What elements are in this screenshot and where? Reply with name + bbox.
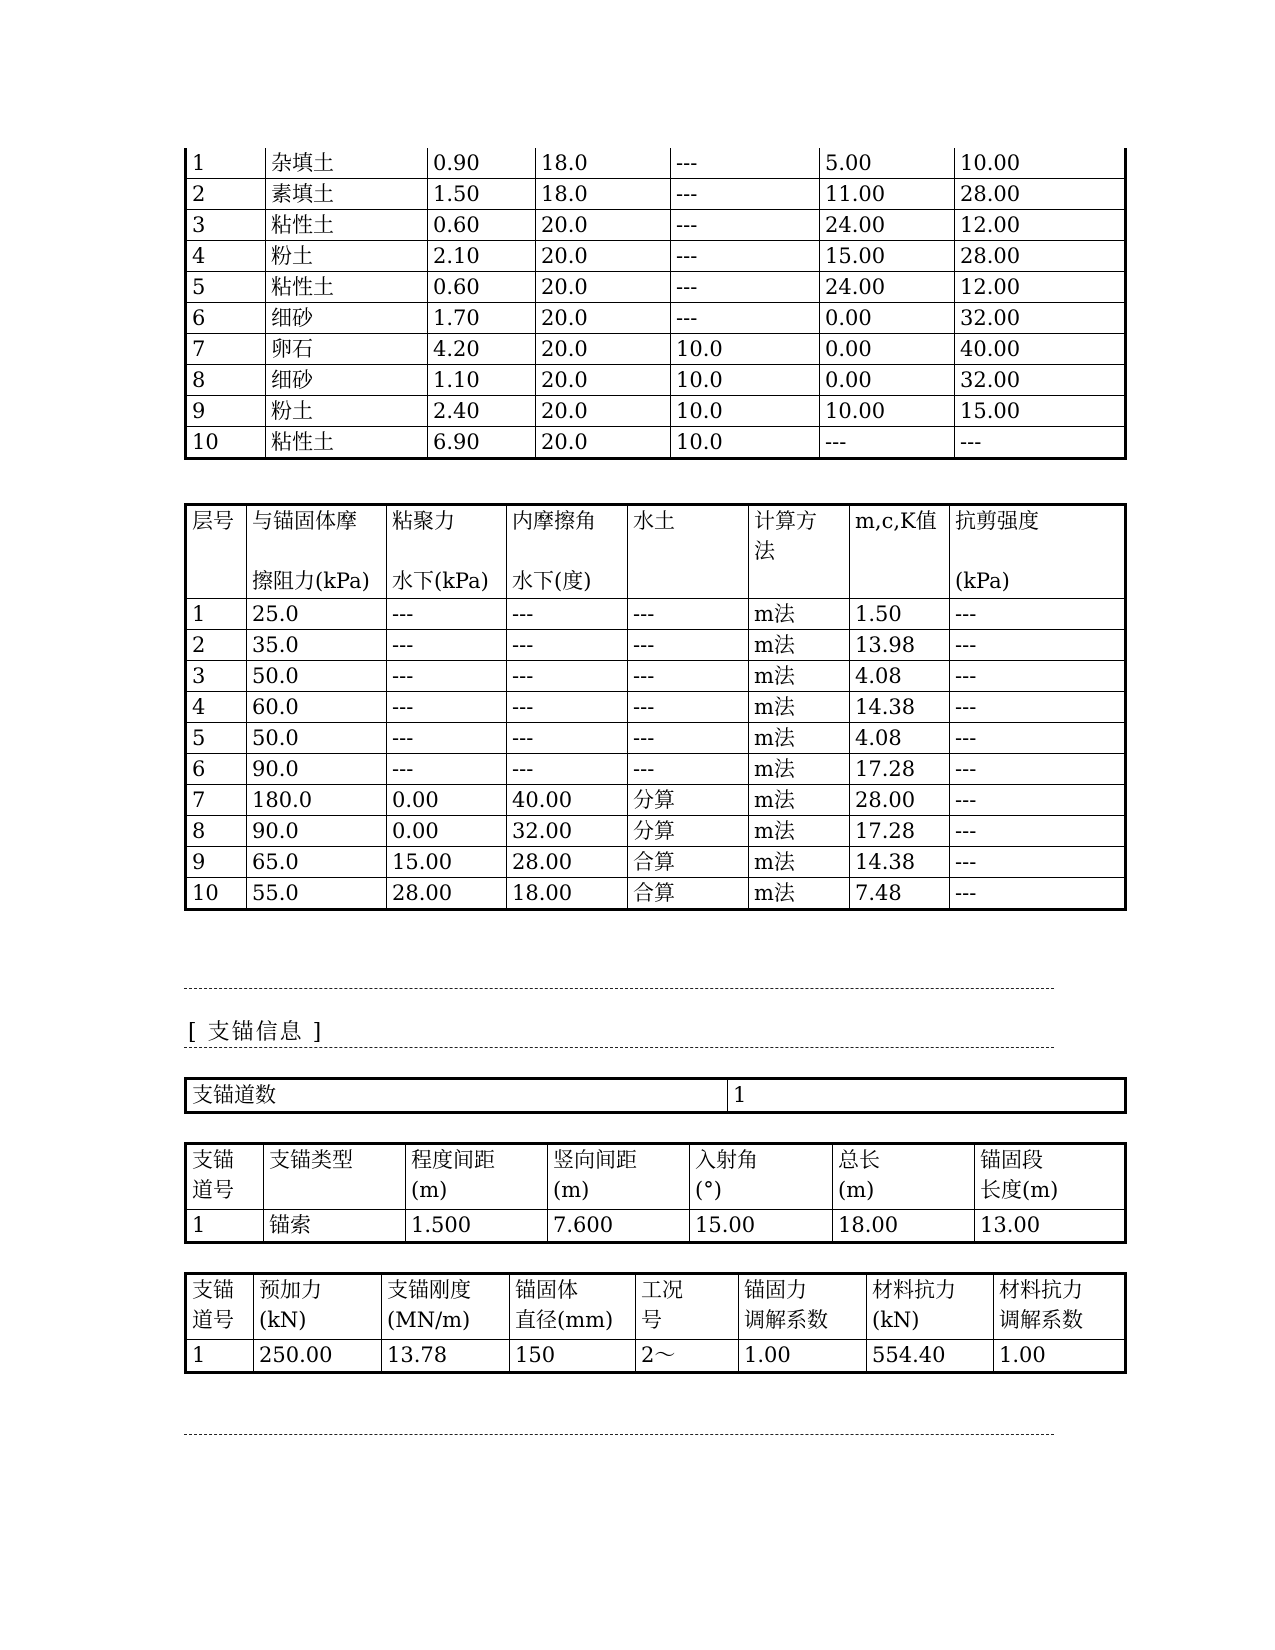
table-cell: 11.00 xyxy=(820,179,955,210)
table-cell: 20.0 xyxy=(536,272,671,303)
table-cell: --- xyxy=(507,599,628,630)
table-cell: m法 xyxy=(749,754,850,785)
header-line xyxy=(855,566,944,596)
table-cell: m法 xyxy=(749,847,850,878)
table-cell: 1.00 xyxy=(739,1340,867,1373)
table-cell: 55.0 xyxy=(247,878,387,910)
table-cell: 14.38 xyxy=(850,692,950,723)
table-cell: 粘性土 xyxy=(266,210,428,241)
table-cell: --- xyxy=(387,599,507,630)
table-cell: 粉土 xyxy=(266,241,428,272)
table-cell: 180.0 xyxy=(247,785,387,816)
table-cell: 卵石 xyxy=(266,334,428,365)
table-row xyxy=(186,334,1126,365)
table-cell: 20.0 xyxy=(536,210,671,241)
table-cell: 1 xyxy=(186,1210,264,1243)
dashed-divider xyxy=(184,988,1054,989)
header-line: 竖向间距 xyxy=(553,1148,637,1172)
header-cell xyxy=(254,1274,382,1340)
table-cell: --- xyxy=(820,427,955,459)
table-cell: 17.28 xyxy=(850,754,950,785)
table-cell: --- xyxy=(628,599,749,630)
table-cell: 0.00 xyxy=(820,334,955,365)
table-cell: 10.00 xyxy=(955,148,1126,179)
table-cell: 65.0 xyxy=(247,847,387,878)
table-cell: --- xyxy=(950,847,1126,878)
table-cell: 2 xyxy=(186,179,266,210)
header-line xyxy=(754,566,844,596)
table-cell: 10.0 xyxy=(671,365,820,396)
table-cell: 40.00 xyxy=(507,785,628,816)
table-cell: --- xyxy=(950,785,1126,816)
table-cell: 3 xyxy=(186,661,247,692)
table-cell: 7.48 xyxy=(850,878,950,910)
table-cell: 250.00 xyxy=(254,1340,382,1373)
table-cell: --- xyxy=(950,754,1126,785)
table-cell: 7 xyxy=(186,785,247,816)
table-cell: 粘性土 xyxy=(266,272,428,303)
table-cell: 24.00 xyxy=(820,210,955,241)
table-cell: 10.0 xyxy=(671,396,820,427)
table-cell: 12.00 xyxy=(955,210,1126,241)
header-line: 擦阻力(kPa) xyxy=(252,569,370,593)
header-line xyxy=(252,536,381,566)
header-line xyxy=(633,566,743,596)
table-cell: 90.0 xyxy=(247,816,387,847)
table-cell: 9 xyxy=(186,847,247,878)
table-cell: 17.28 xyxy=(850,816,950,847)
header-line: (m) xyxy=(411,1178,448,1202)
table-cell: 0.90 xyxy=(428,148,536,179)
table-cell: 1.500 xyxy=(406,1210,548,1243)
table-cell: --- xyxy=(507,754,628,785)
table-cell: --- xyxy=(671,241,820,272)
table-cell: --- xyxy=(628,661,749,692)
table-cell: 554.40 xyxy=(867,1340,994,1373)
table-cell: 9 xyxy=(186,396,266,427)
header-line: 水土 xyxy=(633,509,675,533)
table-cell: --- xyxy=(387,754,507,785)
table-cell: 合算 xyxy=(628,878,749,910)
table-cell: 15.00 xyxy=(820,241,955,272)
table-cell: 35.0 xyxy=(247,630,387,661)
table-cell: 13.98 xyxy=(850,630,950,661)
table-cell: 2 xyxy=(186,630,247,661)
table-cell: --- xyxy=(387,692,507,723)
header-cell xyxy=(833,1144,975,1210)
table-cell: --- xyxy=(950,692,1126,723)
table-cell: 20.0 xyxy=(536,427,671,459)
table-cell: 25.0 xyxy=(247,599,387,630)
table-cell: 锚索 xyxy=(264,1210,406,1243)
table-cell: --- xyxy=(950,630,1126,661)
table-cell: 28.00 xyxy=(850,785,950,816)
table-cell: 10 xyxy=(186,427,266,459)
table-row xyxy=(186,847,1126,878)
table-cell: 8 xyxy=(186,816,247,847)
header-line: 支锚类型 xyxy=(269,1148,353,1172)
header-line: 支锚 xyxy=(192,1148,234,1172)
table-cell: --- xyxy=(671,210,820,241)
table-cell: 2.40 xyxy=(428,396,536,427)
header-line: (kN) xyxy=(259,1308,307,1332)
table-cell: 1 xyxy=(186,599,247,630)
table-cell: --- xyxy=(387,661,507,692)
table-row xyxy=(186,365,1126,396)
header-line xyxy=(392,536,501,566)
header-line: 粘聚力 xyxy=(392,509,455,533)
header-cell xyxy=(510,1274,636,1340)
table-cell: --- xyxy=(950,599,1126,630)
table-row xyxy=(186,754,1126,785)
header-cell xyxy=(950,505,1126,599)
anchor-force-table xyxy=(184,1272,1127,1374)
table-cell: m法 xyxy=(749,599,850,630)
header-line xyxy=(955,536,1119,566)
header-cell xyxy=(382,1274,510,1340)
table-cell: m法 xyxy=(749,630,850,661)
header-cell xyxy=(247,505,387,599)
anchor-count-label: 支锚道数 xyxy=(186,1079,728,1113)
table-row xyxy=(186,148,1126,179)
header-line: 总长 xyxy=(838,1148,880,1172)
table-cell: 1.50 xyxy=(850,599,950,630)
table-row xyxy=(186,396,1126,427)
table-cell: 18.00 xyxy=(507,878,628,910)
table-row xyxy=(186,1079,1126,1113)
table-cell: 细砂 xyxy=(266,365,428,396)
header-line: 锚固体 xyxy=(515,1278,578,1302)
table-cell: 7.600 xyxy=(548,1210,690,1243)
header-cell xyxy=(548,1144,690,1210)
header-line xyxy=(855,536,944,566)
table-cell: 20.0 xyxy=(536,396,671,427)
table-row xyxy=(186,241,1126,272)
table-row xyxy=(186,630,1126,661)
table-header-row xyxy=(186,505,1126,599)
table-row xyxy=(186,427,1126,459)
header-line: 预加力 xyxy=(259,1278,322,1302)
table-cell: 6 xyxy=(186,754,247,785)
table-cell: 分算 xyxy=(628,816,749,847)
table-cell: --- xyxy=(671,179,820,210)
header-line: 程度间距 xyxy=(411,1148,495,1172)
table-row xyxy=(186,816,1126,847)
table-cell: --- xyxy=(507,723,628,754)
table-cell: 4 xyxy=(186,692,247,723)
layer-parameter-table xyxy=(184,503,1127,911)
table-cell: 18.00 xyxy=(833,1210,975,1243)
table-cell: 4 xyxy=(186,241,266,272)
table-cell: --- xyxy=(950,816,1126,847)
anchor-geometry-table xyxy=(184,1142,1127,1244)
table-header-row xyxy=(186,1144,1126,1210)
table-cell: 13.00 xyxy=(975,1210,1126,1243)
table-cell: --- xyxy=(387,630,507,661)
header-cell xyxy=(975,1144,1126,1210)
table-row xyxy=(186,878,1126,910)
table-cell: 5 xyxy=(186,272,266,303)
table-cell: 12.00 xyxy=(955,272,1126,303)
table-cell: 15.00 xyxy=(690,1210,833,1243)
header-cell xyxy=(867,1274,994,1340)
table-cell: 0.60 xyxy=(428,210,536,241)
header-line: 法 xyxy=(754,539,775,563)
header-line: 水下(度) xyxy=(512,569,592,593)
table-row xyxy=(186,661,1126,692)
table-cell: 28.00 xyxy=(955,179,1126,210)
header-line: 与锚固体摩 xyxy=(252,509,357,533)
table-cell: 14.38 xyxy=(850,847,950,878)
table-row xyxy=(186,179,1126,210)
table-row xyxy=(186,692,1126,723)
table-cell: --- xyxy=(628,630,749,661)
table-cell: 150 xyxy=(510,1340,636,1373)
header-line: 入射角 xyxy=(695,1148,758,1172)
table-cell: 40.00 xyxy=(955,334,1126,365)
table-cell: m法 xyxy=(749,816,850,847)
table-cell: 20.0 xyxy=(536,303,671,334)
header-line: 号 xyxy=(641,1308,662,1332)
table-cell: 素填土 xyxy=(266,179,428,210)
table-cell: m法 xyxy=(749,723,850,754)
table-cell: 28.00 xyxy=(387,878,507,910)
header-line: 道号 xyxy=(192,1178,234,1202)
header-line: 支锚 xyxy=(192,1278,234,1302)
table-cell: 4.08 xyxy=(850,661,950,692)
header-line xyxy=(633,536,743,566)
header-cell xyxy=(186,1274,254,1340)
header-line: 内摩擦角 xyxy=(512,509,596,533)
header-line: 层号 xyxy=(192,509,234,533)
header-cell xyxy=(186,505,247,599)
table-cell: 24.00 xyxy=(820,272,955,303)
table-cell: 60.0 xyxy=(247,692,387,723)
header-line: 锚固段 xyxy=(980,1148,1043,1172)
table-cell: m法 xyxy=(749,661,850,692)
table-cell: 粉土 xyxy=(266,396,428,427)
table-cell: 18.0 xyxy=(536,148,671,179)
table-cell: 4.20 xyxy=(428,334,536,365)
anchor-count-table xyxy=(184,1077,1127,1114)
table-cell: 10.0 xyxy=(671,427,820,459)
table-cell: --- xyxy=(507,692,628,723)
header-cell xyxy=(636,1274,739,1340)
table-cell: 3 xyxy=(186,210,266,241)
table-row xyxy=(186,272,1126,303)
header-line: 直径(mm) xyxy=(515,1308,614,1332)
table-cell: 32.00 xyxy=(955,303,1126,334)
table-cell: 4.08 xyxy=(850,723,950,754)
header-line: m,c,K值 xyxy=(855,509,937,533)
header-line: 道号 xyxy=(192,1308,234,1332)
header-cell xyxy=(739,1274,867,1340)
header-line: (°) xyxy=(695,1178,722,1202)
header-line: (MN/m) xyxy=(387,1308,471,1332)
table-cell: --- xyxy=(950,723,1126,754)
table-cell: --- xyxy=(671,303,820,334)
table-cell: 13.78 xyxy=(382,1340,510,1373)
table-cell: 0.00 xyxy=(820,365,955,396)
header-line: 材料抗力 xyxy=(872,1278,956,1302)
table-cell: 7 xyxy=(186,334,266,365)
table-cell: --- xyxy=(955,427,1126,459)
header-line xyxy=(512,536,622,566)
table-cell: --- xyxy=(387,723,507,754)
table-cell: 50.0 xyxy=(247,661,387,692)
dashed-divider xyxy=(184,1047,1054,1048)
table-cell: --- xyxy=(507,630,628,661)
table-cell: 90.0 xyxy=(247,754,387,785)
header-line: 锚固力 xyxy=(744,1278,807,1302)
table-cell: 杂填土 xyxy=(266,148,428,179)
table-cell: 32.00 xyxy=(955,365,1126,396)
table-cell: m法 xyxy=(749,785,850,816)
soil-layer-table xyxy=(184,148,1127,460)
table-row xyxy=(186,303,1126,334)
table-row xyxy=(186,723,1126,754)
table-cell: 1.00 xyxy=(994,1340,1126,1373)
table-header-row xyxy=(186,1274,1126,1340)
header-line xyxy=(192,566,241,596)
table-cell: 15.00 xyxy=(387,847,507,878)
header-line: 长度(m) xyxy=(980,1178,1059,1202)
header-line: 计算方 xyxy=(754,509,817,533)
dashed-divider xyxy=(184,1434,1054,1435)
header-line xyxy=(269,1175,400,1205)
table-cell: 1.50 xyxy=(428,179,536,210)
anchor-count-value: 1 xyxy=(728,1079,1126,1113)
table-cell: 15.00 xyxy=(955,396,1126,427)
table-cell: 0.00 xyxy=(387,816,507,847)
header-cell xyxy=(850,505,950,599)
header-cell xyxy=(690,1144,833,1210)
table-cell: 18.0 xyxy=(536,179,671,210)
table-cell: 分算 xyxy=(628,785,749,816)
table-cell: 2～ xyxy=(636,1340,739,1373)
table-cell: 8 xyxy=(186,365,266,396)
header-cell xyxy=(264,1144,406,1210)
table-row xyxy=(186,1210,1126,1243)
table-cell: m法 xyxy=(749,878,850,910)
table-cell: 10 xyxy=(186,878,247,910)
table-cell: --- xyxy=(950,878,1126,910)
table-cell: --- xyxy=(671,148,820,179)
header-line: (m) xyxy=(553,1178,590,1202)
header-cell xyxy=(507,505,628,599)
table-cell: 10.00 xyxy=(820,396,955,427)
table-cell: 粘性土 xyxy=(266,427,428,459)
table-cell: --- xyxy=(950,661,1126,692)
table-cell: 0.00 xyxy=(820,303,955,334)
header-cell xyxy=(387,505,507,599)
table-cell: 合算 xyxy=(628,847,749,878)
table-cell: 20.0 xyxy=(536,241,671,272)
table-row xyxy=(186,1340,1126,1373)
header-line: 调解系数 xyxy=(999,1308,1083,1332)
table-cell: 0.00 xyxy=(387,785,507,816)
table-cell: 6.90 xyxy=(428,427,536,459)
table-cell: 28.00 xyxy=(507,847,628,878)
header-cell xyxy=(749,505,850,599)
table-cell: 10.0 xyxy=(671,334,820,365)
header-cell xyxy=(628,505,749,599)
table-cell: 细砂 xyxy=(266,303,428,334)
table-cell: --- xyxy=(628,754,749,785)
table-cell: 2.10 xyxy=(428,241,536,272)
table-cell: 1.10 xyxy=(428,365,536,396)
header-line: (kN) xyxy=(872,1308,920,1332)
table-cell: 5 xyxy=(186,723,247,754)
table-row xyxy=(186,785,1126,816)
header-line: (kPa) xyxy=(955,569,1010,593)
header-line: 水下(kPa) xyxy=(392,569,489,593)
table-cell: 1 xyxy=(186,148,266,179)
header-line: 材料抗力 xyxy=(999,1278,1083,1302)
table-cell: 50.0 xyxy=(247,723,387,754)
table-cell: 32.00 xyxy=(507,816,628,847)
header-line: 支锚刚度 xyxy=(387,1278,471,1302)
table-cell: 5.00 xyxy=(820,148,955,179)
table-cell: 1 xyxy=(186,1340,254,1373)
table-row xyxy=(186,210,1126,241)
table-cell: m法 xyxy=(749,692,850,723)
header-cell xyxy=(994,1274,1126,1340)
table-cell: 20.0 xyxy=(536,365,671,396)
table-cell: 6 xyxy=(186,303,266,334)
header-line: (m) xyxy=(838,1178,875,1202)
header-line: 调解系数 xyxy=(744,1308,828,1332)
header-cell xyxy=(406,1144,548,1210)
table-cell: 20.0 xyxy=(536,334,671,365)
table-cell: 28.00 xyxy=(955,241,1126,272)
table-cell: --- xyxy=(628,692,749,723)
table-cell: --- xyxy=(507,661,628,692)
table-row xyxy=(186,599,1126,630)
table-cell: --- xyxy=(671,272,820,303)
section-title: [ 支锚信息 ] xyxy=(188,1020,324,1045)
table-cell: --- xyxy=(628,723,749,754)
header-line xyxy=(192,536,241,566)
table-cell: 0.60 xyxy=(428,272,536,303)
header-cell xyxy=(186,1144,264,1210)
table-cell: 1.70 xyxy=(428,303,536,334)
header-line: 工况 xyxy=(641,1278,683,1302)
header-line: 抗剪强度 xyxy=(955,509,1039,533)
